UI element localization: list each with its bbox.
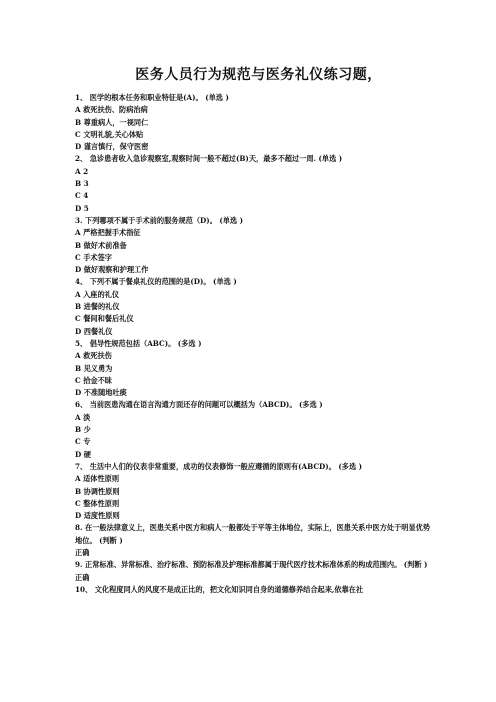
option-d: D 适度性原则 [75,511,120,521]
question-9 [75,559,436,584]
option-c: C 4 [75,191,89,201]
question-3 [75,215,436,276]
option-d: D 西餐礼仪 [75,326,113,336]
option-c: C 整体性原则 [75,498,120,508]
option-d: D 不准随地吐痰 [75,388,127,398]
option-b: B 见义勇为 [75,363,113,373]
option-b: B 3 [75,179,89,189]
option-d: D 硬 [75,449,91,459]
option-d: D 5 [75,203,89,213]
option-a: A 入座的礼仪 [75,289,120,299]
question-text: 4、 下列不属于餐桌礼仪的范围的是(D)。 (单选 ) [75,277,237,287]
option-a: A 救死扶伤、防病治病 [75,105,148,115]
option-b: B 做好术前准备 [75,240,127,250]
option-a: A 淡 [75,412,91,422]
question-2 [75,153,436,214]
answer-text: 正确 [75,572,90,582]
question-10 [75,584,436,596]
question-text: 10、 文化程度同人的风度不是成正比的，把文化知识同自身的道德修养结合起来,依靠在社 [75,584,364,594]
option-a: A 严格把握手术指征 [75,228,141,238]
question-text: 2、 急诊患者收入急诊观察室,观察时间一般不超过(B)天，最多不超过一周. (单选 ) [75,154,343,164]
option-c: C 餐间和餐后礼仪 [75,314,134,324]
question-8 [75,522,436,559]
option-b: B 进餐的礼仪 [75,302,120,312]
option-c: C 拾金不昧 [75,375,112,385]
question-text: 1、 医学的根本任务和职业特征是(A)。 (单选 ) [75,93,229,102]
option-b: B 少 [75,425,91,435]
answer-text: 正确 [75,547,90,557]
question-1 [75,92,436,153]
option-d: D 做好观察和护理工作 [75,265,149,275]
option-b: B 协调性原则 [75,486,120,496]
option-a: A 救死扶伤 [75,351,112,361]
option-a: A 2 [75,166,89,176]
question-5 [75,338,436,399]
question-6 [75,399,436,460]
option-d: D 谨言慎行，保守医密 [75,142,149,152]
question-text: 9. 正常标准、异常标准、治疗标准、预防标准及护理标准都属于现代医疗技术标准体系的构成范围内。 (判断 ) [75,560,428,570]
option-b: B 尊重病人，一视同仁 [75,117,149,127]
question-7 [75,461,436,522]
question-text: 6、 当前医患沟通在语言沟通方面还存的问题可以概括为（ABCD)。 (多选 ) [75,400,323,410]
option-c: C 专 [75,437,91,447]
option-c: C 文明礼貌,关心体贴 [75,129,144,139]
option-a: A 适体性原则 [75,474,120,484]
question-text: 3. 下列哪项不属于手术前的服务规范（D)。 (单选 ) [75,215,244,225]
question-text: 5、 倡导性规范包括（ABC)。 (多选 ) [75,338,202,348]
option-c: C 手术签字 [75,252,112,262]
document-title: 医务人员行为规范与医务礼仪练习题， [135,67,382,83]
question-4 [75,276,436,337]
question-text: 8. 在一般法律意义上，医患关系中医方和病人一般都处于平等主体地位，实际上，医患关系中医方处于明显优势地位。 (判断 ) [75,523,431,545]
question-text: 7、 生活中人们的仪表非常重要，成功的仪表修饰一般应遵循的原则有(ABCD)。 (多选 ) [75,461,363,471]
